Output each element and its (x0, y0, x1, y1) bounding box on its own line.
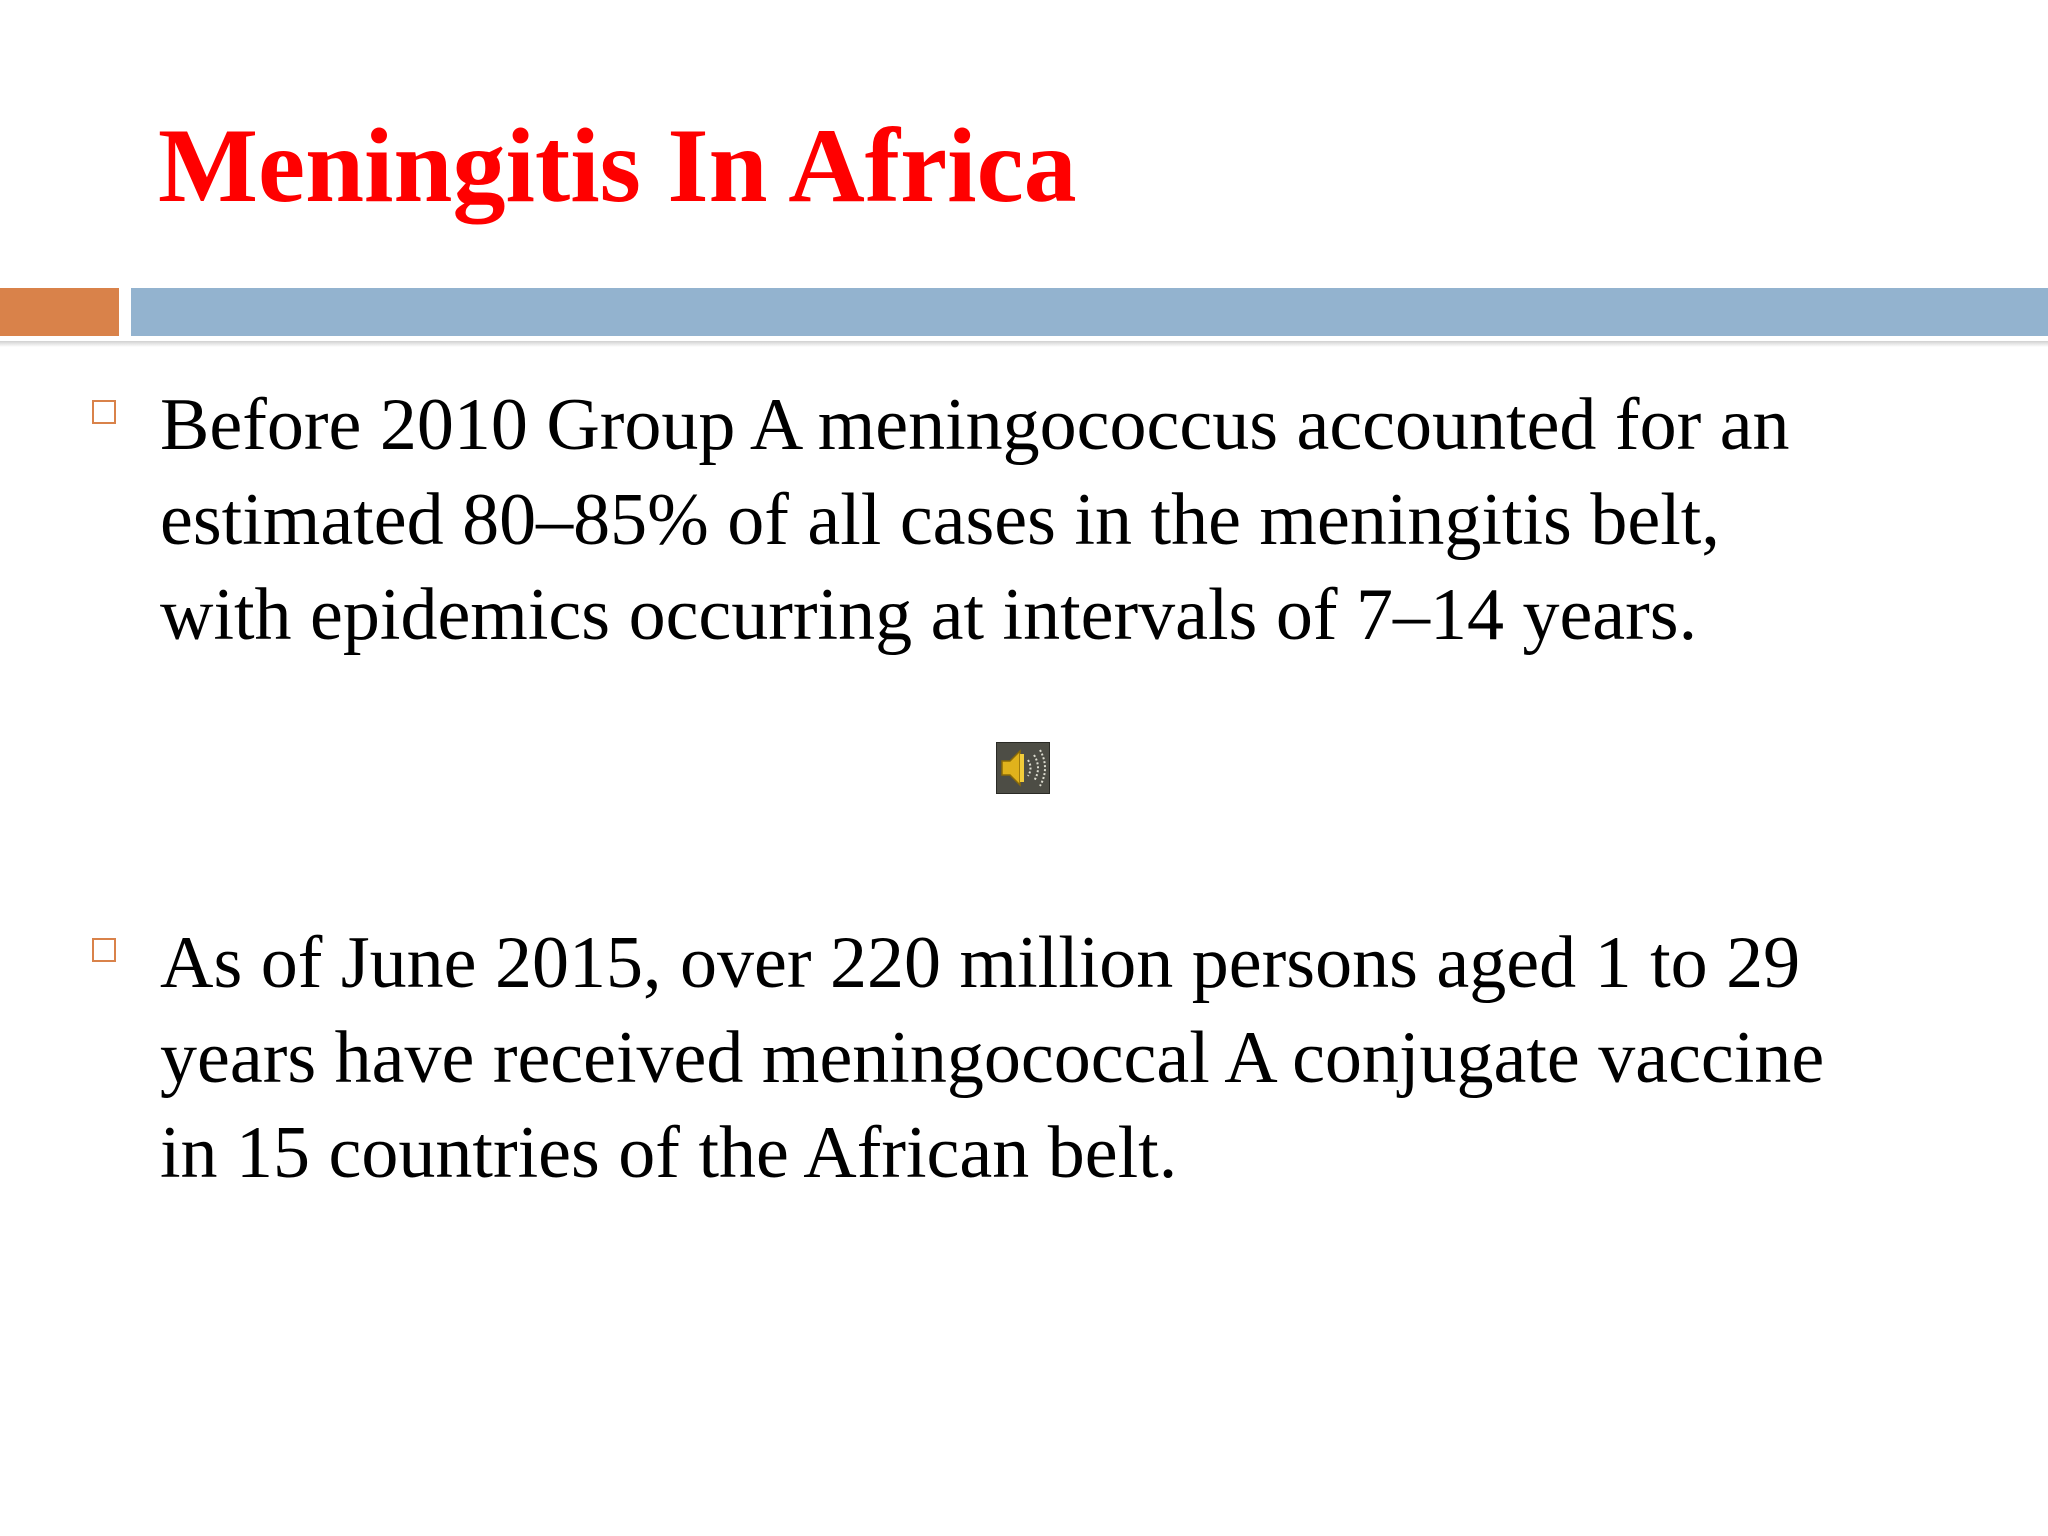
bullet-line: with epidemics occurring at intervals of 7–14 years. (160, 574, 1698, 656)
bullet-line: years have received meningococcal A conjugate vaccine (160, 1017, 1825, 1099)
bullet-line: in 15 countries of the African belt. (160, 1112, 1178, 1194)
accent-bar-shadow (0, 341, 2048, 347)
speaker-rim (1020, 754, 1024, 782)
bullet-square-icon (92, 938, 116, 962)
bullet-text (160, 378, 2048, 663)
bullet-square-icon (92, 400, 116, 424)
accent-bar-blue (131, 288, 2048, 336)
speaker-icon[interactable] (996, 742, 1050, 794)
accent-bar-orange (0, 288, 119, 336)
slide-title: Meningitis In Africa (158, 107, 1077, 224)
bullet-line: As of June 2015, over 220 million persons aged 1 to 29 (160, 922, 1801, 1004)
bullet-line: estimated 80–85% of all cases in the meningitis belt, (160, 479, 1720, 561)
bullet-line: Before 2010 Group A meningococcus accounted for an (160, 384, 1790, 466)
bullet-text (160, 916, 2048, 1201)
